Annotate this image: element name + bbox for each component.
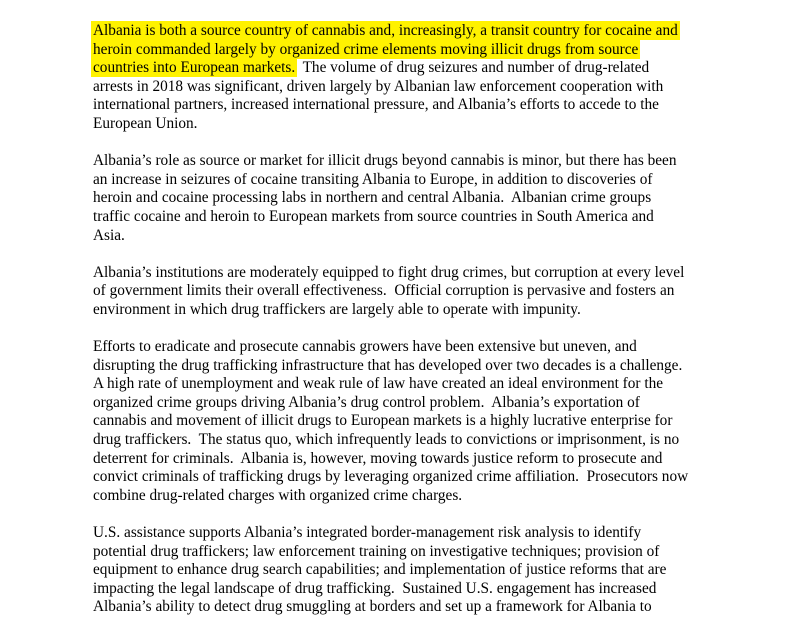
paragraph-line: environment in which drug traffickers are largely able to operate with impunity.: [93, 300, 581, 318]
paragraph-4: [93, 338, 793, 505]
paragraph-2: [93, 152, 793, 245]
paragraph-line: arrests in 2018 was significant, driven largely by Albanian law enforcement cooperation with: [93, 77, 664, 95]
paragraph-line: Efforts to eradicate and prosecute cannabis growers have been extensive but uneven, and: [93, 338, 637, 356]
paragraph-line: traffic cocaine and heroin to European markets from source countries in South America and: [93, 207, 654, 225]
paragraph-line: deterrent for criminals. Albania is, however, moving towards justice reform to prosecute and: [93, 449, 663, 467]
highlighted-text: countries into European markets.: [93, 59, 296, 77]
paragraph-line: of government limits their overall effectiveness. Official corruption is pervasive and fosters an: [93, 282, 675, 300]
paragraph-3: [93, 264, 793, 320]
paragraph-spacer: [93, 320, 793, 339]
document-page: [93, 22, 793, 617]
paragraph-line: Albania’s ability to detect drug smuggling at borders and set up a framework for Albania to: [93, 598, 652, 616]
paragraph-line: Albania’s institutions are moderately equipped to fight drug crimes, but corruption at every level: [93, 263, 685, 281]
paragraph-line: an increase in seizures of cocaine transiting Albania to Europe, in addition to discoveries of: [93, 170, 653, 188]
paragraph-spacer: [93, 505, 793, 524]
paragraph-line: Asia.: [93, 226, 125, 244]
paragraph-line: organized crime groups driving Albania’s drug control problem. Albania’s exportation of: [93, 393, 640, 411]
paragraph-line: [93, 59, 793, 78]
paragraph-spacer: [93, 245, 793, 264]
paragraph-line: cannabis and movement of illicit drugs to European markets is a highly lucrative enterprise for: [93, 412, 673, 430]
paragraph-line: Albania’s role as source or market for illicit drugs beyond cannabis is minor, but there has been: [93, 152, 677, 170]
paragraph-1: [93, 22, 793, 134]
paragraph-line: U.S. assistance supports Albania’s integrated border-management risk analysis to identify: [93, 524, 642, 542]
paragraph-5: [93, 524, 793, 617]
paragraph-line: [93, 22, 793, 41]
paragraph-line: impacting the legal landscape of drug trafficking. Sustained U.S. engagement has increased: [93, 579, 657, 597]
paragraph-line: drug traffickers. The status quo, which infrequently leads to convictions or imprisonment, is no: [93, 431, 680, 449]
highlighted-text: heroin commanded largely by organized crime elements moving illicit drugs from source: [93, 40, 639, 58]
paragraph-line: combine drug-related charges with organized crime charges.: [93, 486, 463, 504]
paragraph-line: heroin and cocaine processing labs in northern and central Albania. Albanian crime groups: [93, 189, 652, 207]
paragraph-line: disrupting the drug trafficking infrastructure that has developed over two decades is a challenge.: [93, 356, 683, 374]
paragraph-line: potential drug traffickers; law enforcement training on investigative techniques; provision of: [93, 542, 660, 560]
highlighted-text: Albania is both a source country of cannabis and, increasingly, a transit country for cocaine and: [93, 22, 678, 39]
paragraph-line: convict criminals of trafficking drugs by leveraging organized crime affiliation. Prosecutors now: [93, 468, 689, 486]
paragraph-spacer: [93, 134, 793, 153]
text-span: The volume of drug seizures and number of drug-related: [295, 59, 650, 77]
paragraph-line: equipment to enhance drug search capabilities; and implementation of justice reforms that are: [93, 561, 667, 579]
paragraph-line: international partners, increased international pressure, and Albania’s efforts to accede to the: [93, 96, 659, 114]
paragraph-line: A high rate of unemployment and weak rule of law have created an ideal environment for the: [93, 375, 664, 393]
paragraph-line: European Union.: [93, 114, 198, 132]
paragraph-line: [93, 41, 793, 60]
